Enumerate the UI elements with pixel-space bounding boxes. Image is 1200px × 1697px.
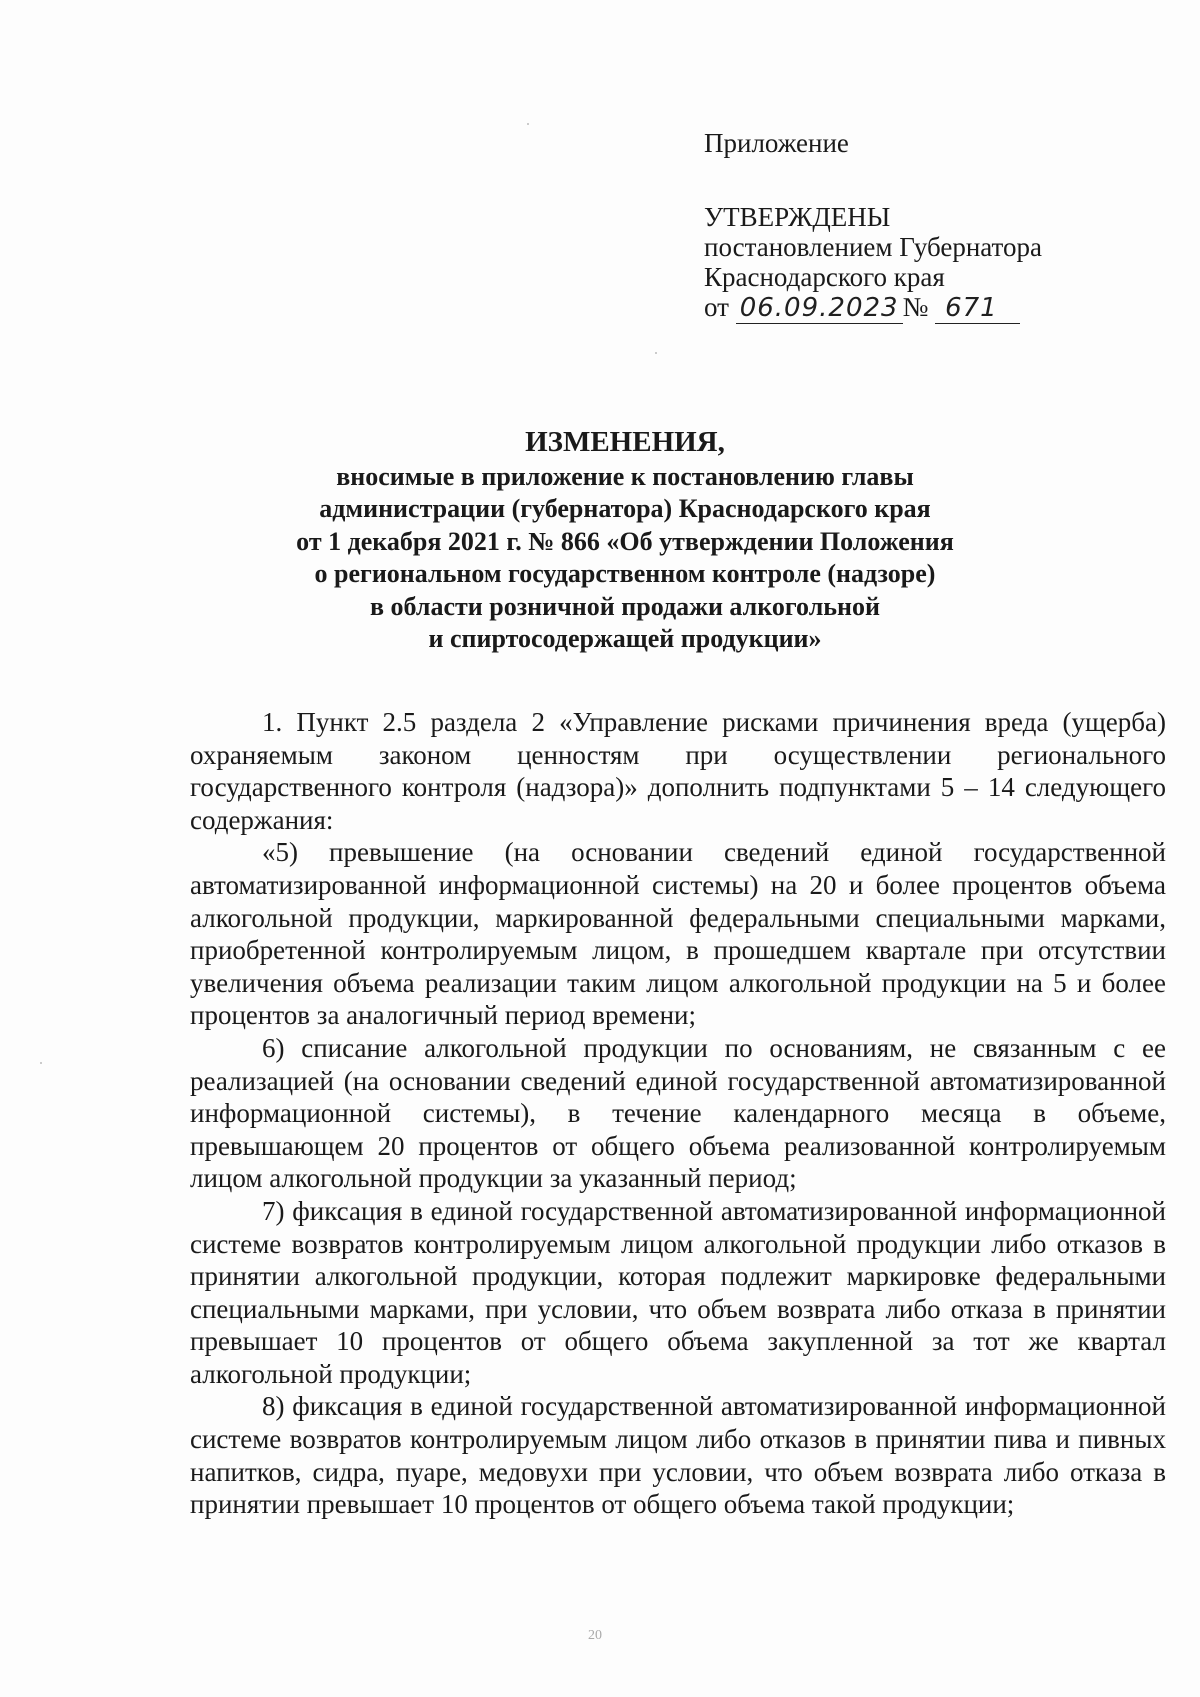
title-line: о региональном государственном контроле (надзоре) — [314, 559, 936, 588]
approved-by-line-1: постановлением Губернатора — [704, 232, 1042, 262]
number-prefix: № — [902, 292, 929, 322]
title-line: вносимые в приложение к постановлению главы — [336, 461, 914, 491]
document-body — [190, 706, 1166, 1521]
document-title — [180, 426, 1070, 656]
title-line: и спиртосодержащей продукции» — [428, 624, 822, 653]
page-number: 20 — [588, 1628, 602, 1643]
scan-speck — [40, 1062, 42, 1064]
approval-date-line — [704, 292, 1042, 324]
scan-speck — [527, 123, 529, 125]
title-line: в области розничной продажи алкогольной — [369, 591, 880, 621]
paragraph-subitem-6: 6) списание алкогольной продукции по основаниям, не связанным с ее реализацией (на основании сведений единой государственной автоматизированной информационной системы), в течение календарного месяца в объеме, превышающем 20 процентов от общего объема реализованной контролируемым лицом алкогольной продукции за указанный период; — [190, 1032, 1166, 1194]
approved-label: УТВЕРЖДЕНЫ — [704, 202, 891, 232]
paragraph-subitem-5: «5) превышение (на основании сведений единой государственной автоматизированной информационной системы) на 20 и более процентов объема алкогольной продукции, маркированной федеральными специальными марками, приобретенной контролируемым лицом, в прошедшем квартале при отсутствии увеличения объема реализации таким лицом алкогольной продукции на 5 и более процентов за аналогичный период времени; — [190, 837, 1166, 1031]
handwritten-number: 671 — [935, 293, 1020, 324]
approved-by-line-2: Краснодарского края — [704, 262, 945, 292]
title-line: от 1 декабря 2021 г. № 866 «Об утверждении Положения — [296, 526, 954, 556]
paragraph-item-1: 1. Пункт 2.5 раздела 2 «Управление рисками причинения вреда (ущерба) охраняемым законом ценностям при осуществлении регионального государственного контроля (надзора)» дополнить подпунктами 5 – 14 следующего содержания: — [190, 707, 1166, 835]
scan-speck — [655, 352, 657, 354]
approval-block — [704, 128, 1042, 324]
paragraph-subitem-7: 7) фиксация в единой государственной автоматизированной информационной системе возвратов контролируемым лицом алкогольной продукции либо отказов в принятии алкогольной продукции, которая подлежит маркировке федеральными специальными марками, при условии, что объем возврата либо отказа в принятии превышает 10 процентов от общего объема закупленной за тот же квартал алкогольной продукции; — [190, 1195, 1166, 1389]
title-line: администрации (губернатора) Краснодарского края — [319, 494, 931, 523]
appendix-label: Приложение — [704, 128, 849, 158]
title-heading: ИЗМЕНЕНИЯ, — [525, 426, 725, 458]
handwritten-date: 06.09.2023 — [736, 293, 903, 324]
date-prefix: от — [704, 292, 729, 322]
paragraph-subitem-8: 8) фиксация в единой государственной автоматизированной информационной системе возвратов контролируемым лицом либо отказов в принятии пива и пивных напитков, сидра, пуаре, медовухи при условии, что объем возврата либо отказа в принятии превышает 10 процентов от общего объема такой продукции; — [190, 1391, 1166, 1520]
